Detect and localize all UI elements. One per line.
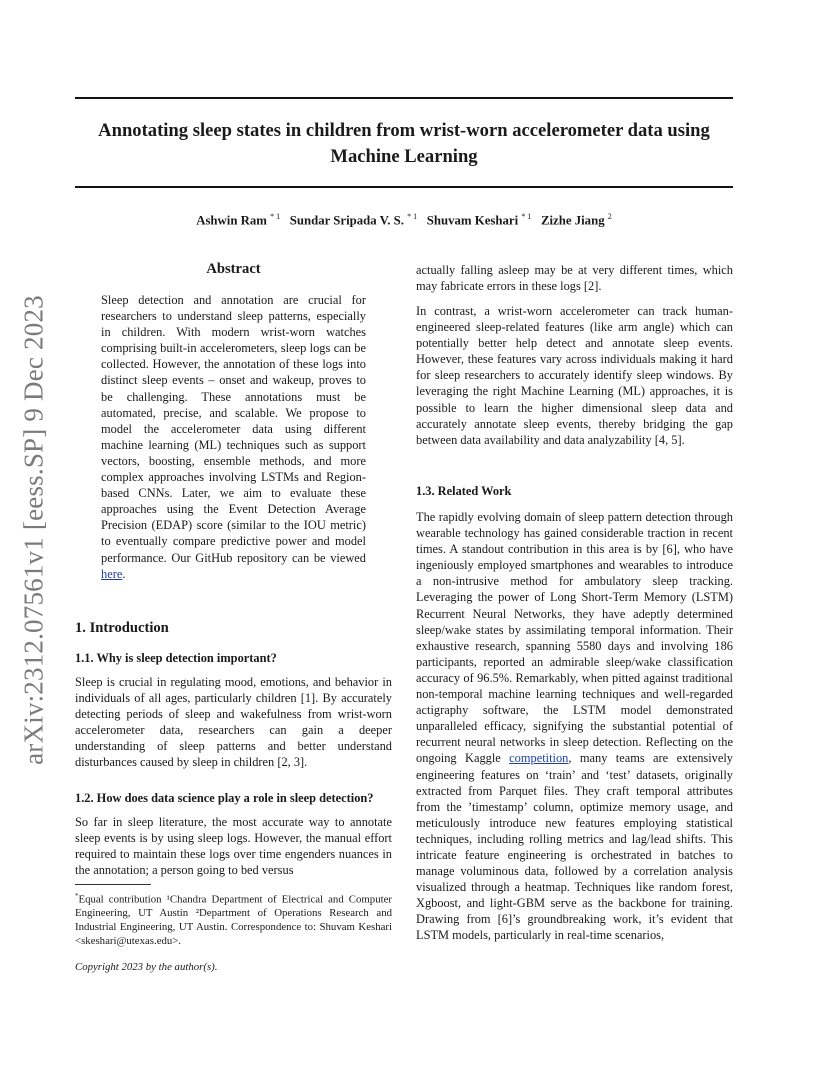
footnote-rule — [75, 884, 151, 885]
footnote-text: Equal contribution ¹Chandra Department of Electrical and Computer Engineering, UT Austin ²Department of Operations Research and Industrial Engineering, UT Austin. Correspondence to: Shuvam Keshari <skeshari@utexas.edu>. — [75, 893, 392, 947]
subsection-heading: 1.2. How does data science play a role in sleep detection? — [75, 791, 374, 805]
abstract-heading-wrap — [75, 261, 392, 277]
arxiv-stamp — [14, 290, 54, 770]
abstract-heading: Abstract — [206, 261, 261, 277]
subsection-heading: 1.1. Why is sleep detection important? — [75, 651, 277, 665]
abstract-body — [101, 292, 366, 582]
title-top-rule — [75, 97, 733, 99]
footnote — [75, 890, 392, 949]
paragraph: So far in sleep literature, the most accurate way to annotate sleep events is by using sleep logs. However, the manual effort required to maintain these logs over time engenders nuances in the annotation; a person going to bed versus — [75, 815, 392, 878]
author-mark: 2 — [607, 212, 612, 221]
right-paragraph-1 — [416, 262, 733, 294]
author-name: Sundar Sripada V. S. — [289, 213, 404, 228]
subsection-1-2-body — [75, 814, 392, 878]
paragraph: In contrast, a wrist-worn accelerometer can track human-engineered sleep-related features (like arm angle) which can potentially better help detect and annotate sleep events. However, these features vary across individuals making it hard for sleep researchers to accurately identify sleep windows. By leveraging the right Machine Learning (ML) approaches, it is possible to learn the higher dimensional sleep data and accurately annotate sleep events, thereby bridging the gap between data availability and data analyzability [4, 5]. — [416, 304, 733, 447]
paragraph: actually falling asleep may be at very different times, which may fabricate errors in these logs [2]. — [416, 263, 733, 294]
abstract-text-end: . — [122, 566, 126, 581]
author-mark: * 1 — [521, 212, 532, 221]
paragraph-text-cont: , many teams are extensively engineering features on ‘train’ and ‘test’ datasets, originally extracted from Parquet files. They craft temporal attributes from the ’timestamp’ column, optimize memory usage, and meticulously introduce new features employing statistical techniques, including rolling metrics and lag/lead shifts. This intricate feature engineering is orchestrated in batches to manage voluminous data, followed by a correlation analysis visualized through a heatmap. Techniques like random forest, Xgboost, and light-GBM serve as the backbone for training. Drawing from [6]’s groundbreaking work, it’s evident that LSTM models, particularly in real-time scenarios, — [416, 751, 733, 943]
author-list — [75, 212, 733, 228]
paragraph-text: The rapidly evolving domain of sleep pattern detection through wearable technology has gained considerable traction in recent times. A standout contribution in this area is by [6], who have ingeniously employed smartphones and wearables to introduce a non-intrusive method for ambulatory sleep tracking. Leveraging the power of Long Short-Term Memory (LSTM) Recurrent Neural Networks, they have adeptly determined sleep/wake states by assimilating temporal information. Their exhaustive research, spanning 5580 days and involving 186 participants, reported an admirable sleep/wake classification accuracy of 96.5%. Remarkably, when pitted against traditional non-temporal machine learning techniques and well-regarded actigraphy software, the LSTM model demonstrated unparalleled efficacy, signifying the substantial potential of recurrent neural networks in sleep detection. Reflecting on the ongoing Kaggle — [416, 510, 733, 766]
subsection-1-2 — [75, 790, 392, 806]
competition-link[interactable]: competition — [509, 751, 569, 766]
right-paragraph-3 — [416, 509, 733, 944]
subsection-1-3 — [416, 483, 733, 499]
author-mark: * 1 — [270, 212, 281, 221]
paragraph: Sleep is crucial in regulating mood, emotions, and behavior in individuals of all ages, particularly children [1]. By accurately detecting periods of sleep and wakefulness from wrist-worn accelerometer data, researchers can gain a deeper understanding of sleep patterns and better understand disturbances caused by sleep in children [2, 3]. — [75, 675, 392, 770]
footnote-mark: * — [75, 892, 79, 900]
title-bottom-rule — [75, 186, 733, 188]
author-mark: * 1 — [407, 212, 418, 221]
subsection-heading: 1.3. Related Work — [416, 484, 512, 498]
copyright: Copyright 2023 by the author(s). — [75, 961, 218, 973]
section-heading: 1. Introduction — [75, 620, 169, 636]
author-name: Shuvam Keshari — [426, 213, 519, 228]
author-name: Zizhe Jiang — [540, 213, 605, 228]
paper-title: Annotating sleep states in children from wrist-worn accelerometer data using Machine Learning — [98, 120, 710, 167]
author-name: Ashwin Ram — [196, 213, 267, 228]
subsection-1-1 — [75, 650, 392, 666]
arxiv-id: arXiv:2312.07561v1 [eess.SP] 9 Dec 2023 — [18, 295, 49, 765]
github-link[interactable]: here — [101, 566, 123, 581]
subsection-1-1-body — [75, 674, 392, 771]
right-paragraph-2 — [416, 303, 733, 448]
abstract-text: Sleep detection and annotation are crucial for researchers to understand sleep patterns, especially in children. With modern wrist-worn watches comprising built-in accelerometers, sleep logs can be collected. However, the annotation of these logs into distinct sleep events – onset and wakeup, proves to be challenging. These annotations must be automated, precise, and scalable. We propose to model the accelerometer data using different machine learning (ML) techniques such as support vectors, boosting, ensemble methods, and more complex approaches involving LSTMs and Region-based CNNs. Later, we aim to evaluate these approaches using the Event Detection Average Precision (EDAP) score (similar to the IOU metric) to eventually compare predictive power and model performance. Our GitHub repository can be viewed — [101, 293, 366, 565]
introduction-section — [75, 620, 392, 636]
